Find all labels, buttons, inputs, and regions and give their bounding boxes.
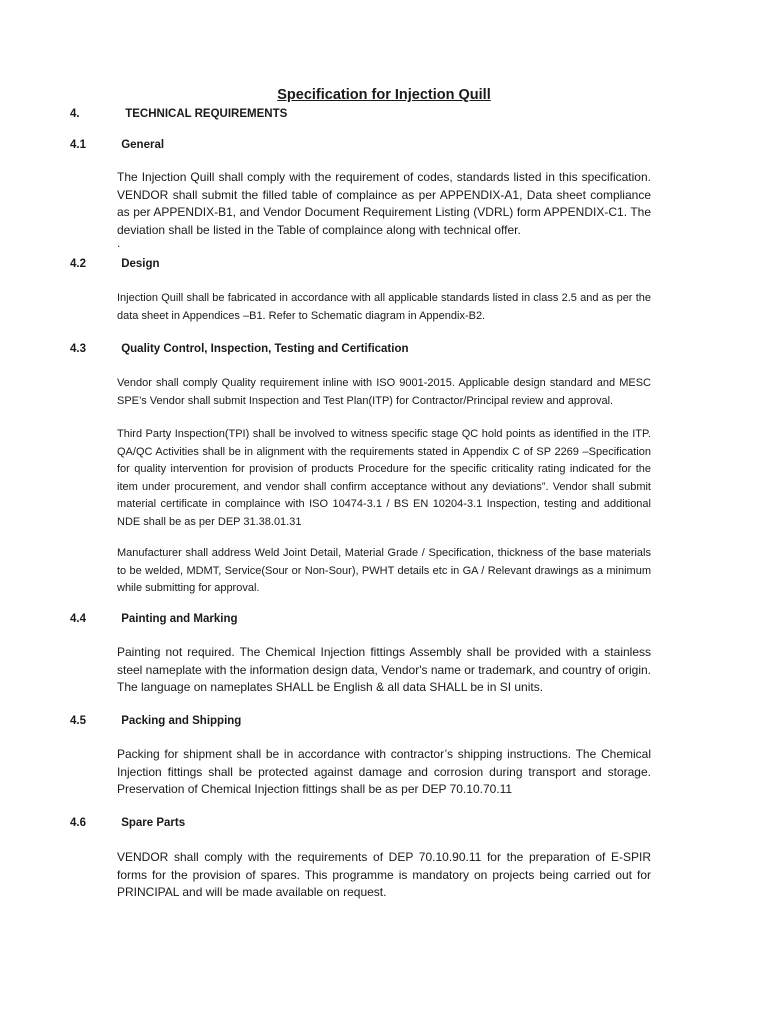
section-number: 4. xyxy=(70,108,80,120)
section-title: Quality Control, Inspection, Testing and Certification xyxy=(121,343,409,355)
section-number: 4.2 xyxy=(70,258,86,270)
section-title: Painting and Marking xyxy=(121,613,238,625)
section-number: 4.4 xyxy=(70,613,86,625)
section-number: 4.3 xyxy=(70,343,86,355)
section-heading-4-4 xyxy=(70,613,238,625)
paragraph-general: The Injection Quill shall comply with the requirement of codes, standards listed in this specification. VENDOR shall submit the filled table of complaince as per APPENDIX-A1, Data sheet compliance as per APPENDIX-B1, and Vendor Document Requirement Listing (VDRL) form APPENDIX-C1. The deviation shall be listed in the Table of complaince along with technical offer. xyxy=(117,170,651,237)
paragraph-design: Injection Quill shall be fabricated in accordance with all applicable standards listed in class 2.5 and as per the data sheet in Appendices –B1. Refer to Schematic diagram in Appendix-B2. xyxy=(117,292,651,322)
section-title: Spare Parts xyxy=(121,817,186,829)
paragraph-spare-parts: VENDOR shall comply with the requirements of DEP 70.10.90.11 for the preparation of E-SPIR forms for the provision of spares. This programme is mandatory on projects being carried out for PRINCIPAL and will be made available on request. xyxy=(117,850,651,899)
paragraph-packing: Packing for shipment shall be in accordance with contractor’s shipping instructions. The Chemical Injection fittings shall be protected against damage and corrosion during transport and storage. Preservation of Chemical Injection fittings shall be as per DEP 70.10.70.11 xyxy=(117,747,651,796)
section-heading-4-5 xyxy=(70,715,241,727)
section-heading-4-3 xyxy=(70,343,409,355)
section-title: TECHNICAL REQUIREMENTS xyxy=(125,108,288,120)
document-title: Specification for Injection Quill xyxy=(277,87,491,103)
section-heading-4-6 xyxy=(70,817,185,829)
section-title: General xyxy=(121,139,165,151)
section-number: 4.1 xyxy=(70,139,86,151)
section-heading-4-1 xyxy=(70,139,164,151)
section-heading-4-2 xyxy=(70,258,160,270)
stray-dot: . xyxy=(117,236,121,250)
paragraph-quality-1: Vendor shall comply Quality requirement inline with ISO 9001-2015. Applicable design standard and MESC SPE’s Vendor shall submit Inspection and Test Plan(ITP) for Contractor/Principal review and approval. xyxy=(117,377,651,407)
paragraph-quality-3: Manufacturer shall address Weld Joint Detail, Material Grade / Specification, thickness of the base materials to be welded, MDMT, Service(Sour or Non-Sour), PWHT details etc in GA / Relevant drawings as a minimum while submitting for approval. xyxy=(117,547,651,594)
section-number: 4.5 xyxy=(70,715,86,727)
paragraph-painting: Painting not required. The Chemical Injection fittings Assembly shall be provided with a stainless steel nameplate with the information design data, Vendor's name or trademark, and country of origin. The language on nameplates SHALL be English & all data SHALL be in SI units. xyxy=(117,645,651,694)
section-heading-4 xyxy=(70,108,287,120)
section-number: 4.6 xyxy=(70,817,86,829)
section-title: Packing and Shipping xyxy=(121,715,242,727)
section-title: Design xyxy=(121,258,160,270)
paragraph-quality-2: Third Party Inspection(TPI) shall be involved to witness specific stage QC hold points as identified in the ITP. QA/QC Activities shall be in alignment with the requirements stated in Appendix C of SP 2269 –Specification for quality intervention for provision of products Procedure for the specific criticality rating indicated for the item under procurement, and vendor shall confirm acceptance without any deviations”. Vendor shall submit material certificate in complaince with ISO 10474-3.1 / BS EN 10204-3.1 Inspection, testing and additional NDE shall be as per DEP 31.38.01.31 xyxy=(117,428,651,528)
